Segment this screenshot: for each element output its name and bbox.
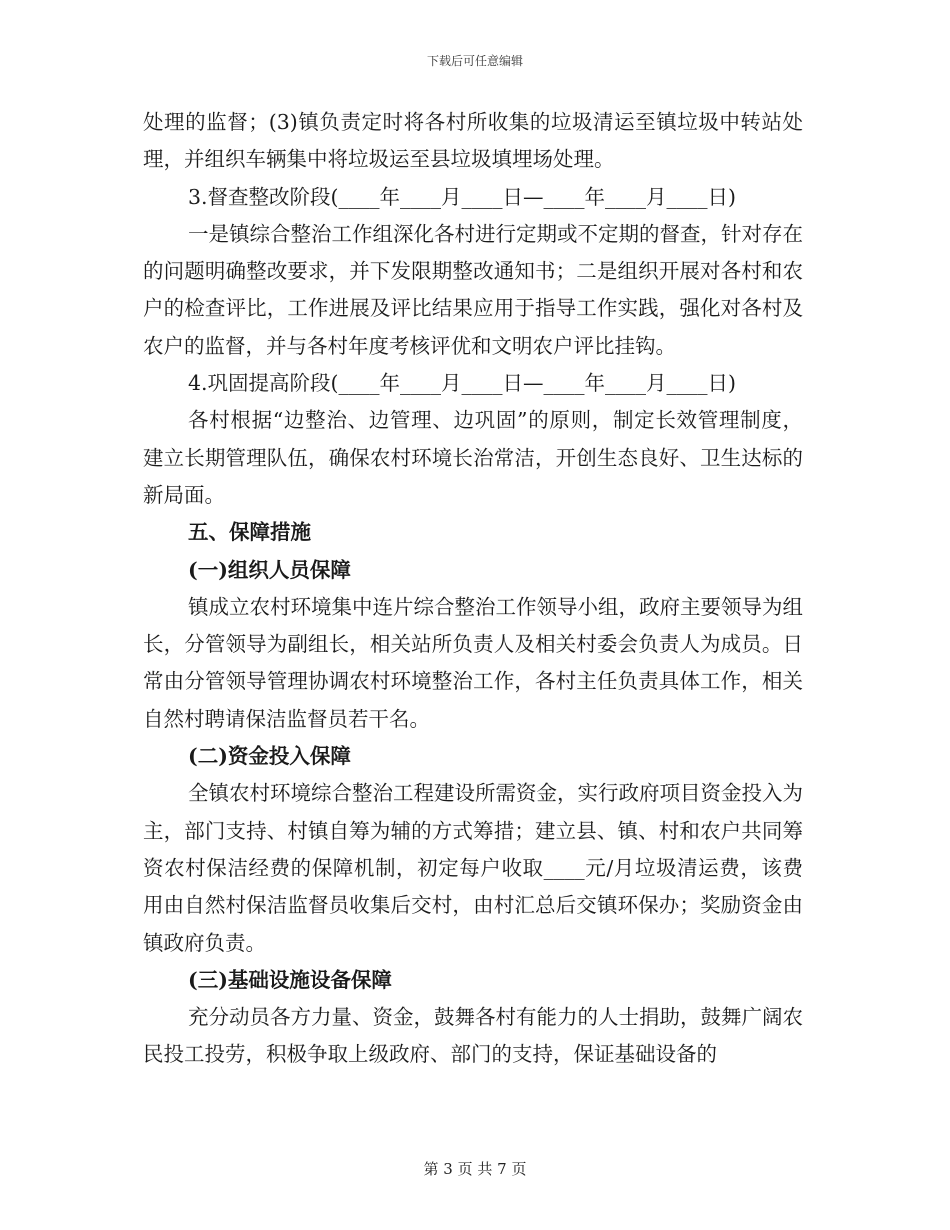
paragraph: 镇成立农村环境集中连片综合整治工作领导小组，政府主要领导为组长，分管领导为副组长，相关站所负责人及相关村委会负责人为成员。日常由分管领导管理协调农村环境整治工作，各村主任负责具体工作，相关自然村聘请保洁监督员若干名。	[143, 594, 803, 731]
subsection-heading: (二)资金投入保障	[188, 744, 351, 769]
section-heading: 五、保障措施	[188, 520, 311, 545]
document-body	[143, 104, 803, 1074]
page-footer: 第 3 页 共 7 页	[423, 1160, 527, 1178]
subsection-heading: (一)组织人员保障	[188, 557, 351, 582]
paragraph: 处理的监督；(3)镇负责定时将各村所收集的垃圾清运至镇垃圾中转站处理，并组织车辆集中将垃圾运至县垃圾填埋场处理。	[143, 110, 803, 172]
paragraph: 一是镇综合整治工作组深化各村进行定期或不定期的督查，针对存在的问题明确整改要求，并下发限期整改通知书；二是组织开展对各村和农户的检查评比，工作进展及评比结果应用于指导工作实践，强化对各村及农户的监督，并与各村年度考核评优和文明农户评比挂钩。	[143, 221, 803, 358]
stage-heading: 3.督查整改阶段(____年____月____日—____年____月____日)	[188, 184, 737, 209]
subsection-heading: (三)基础设施设备保障	[188, 967, 392, 992]
paragraph: 各村根据“边整治、边管理、边巩固”的原则，制定长效管理制度，建立长期管理队伍，确保农村环境长治常洁，开创生态良好、卫生达标的新局面。	[143, 408, 803, 507]
stage-heading: 4.巩固提高阶段(____年____月____日—____年____月____日)	[188, 371, 737, 396]
page-header: 下载后可任意编辑	[426, 54, 523, 68]
paragraph: 充分动员各方力量、资金，鼓舞各村有能力的人士捐助，鼓舞广阔农民投工投劳，积极争取上级政府、部门的支持，保证基础设备的	[143, 1005, 803, 1067]
paragraph: 全镇农村环境综合整治工程建设所需资金，实行政府项目资金投入为主，部门支持、村镇自筹为辅的方式筹措；建立县、镇、村和农户共同筹资农村保洁经费的保障机制，初定每户收取____元/月垃圾清运费，该费用由自然村保洁监督员收集后交村，由村汇总后交镇环保办；奖励资金由镇政府负责。	[143, 781, 803, 955]
